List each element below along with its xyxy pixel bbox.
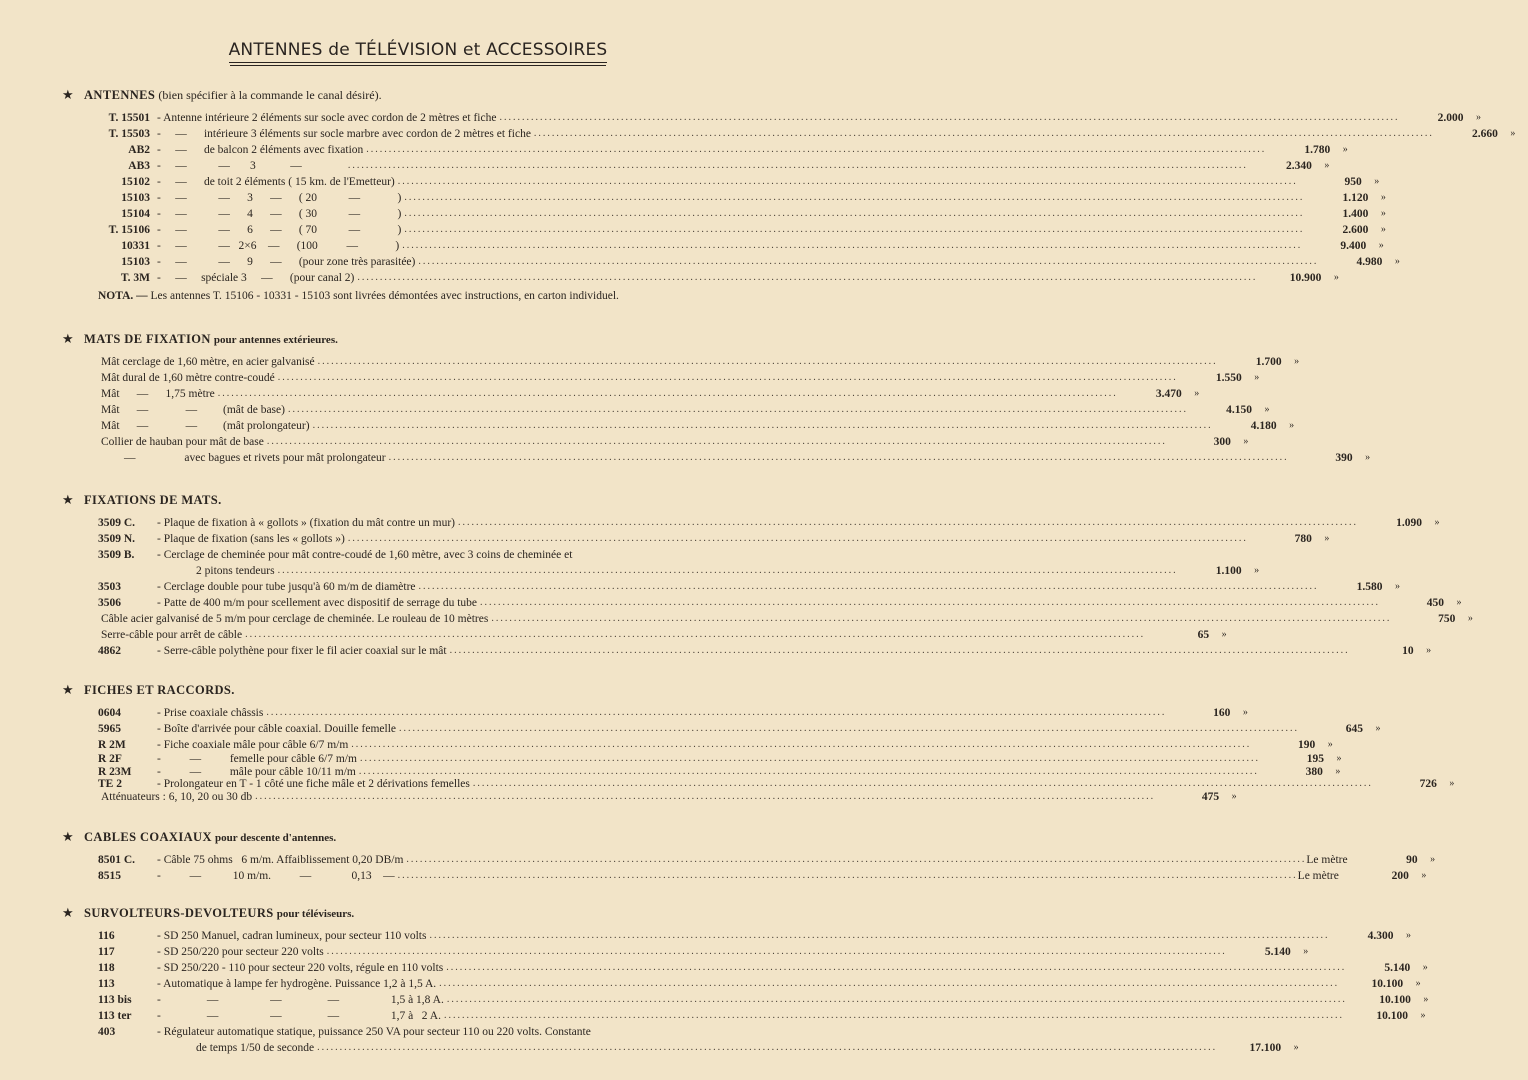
section-heading [62, 681, 802, 699]
item-description: - Serre-câble polythène pour fixer le fil acier coaxial sur le mât [157, 645, 447, 657]
price-suffix: » [1303, 946, 1309, 957]
item-price: 2.600 [1342, 224, 1369, 236]
price-suffix: » [1327, 739, 1333, 750]
item-description: - — — — 1,5 à 1,8 A. [157, 994, 444, 1006]
price-suffix: » [1380, 192, 1386, 203]
item-code: R 23M [98, 765, 132, 778]
table-row [62, 563, 1260, 579]
item-description: - — de balcon 2 éléments avec fixation [157, 144, 364, 156]
item-price: 1.580 [1356, 581, 1383, 593]
item-list [62, 928, 1429, 1056]
table-row [62, 852, 1436, 868]
item-price: 10.100 [1379, 994, 1411, 1006]
nota-text: Les antennes T. 15106 - 10331 - 15103 sont livrées démontées avec instructions, en carton individuel. [150, 290, 619, 302]
item-price: 190 [1298, 739, 1316, 751]
item-price: 5.140 [1384, 962, 1411, 974]
item-description: de temps 1/50 de seconde [196, 1042, 315, 1054]
section-heading [62, 828, 802, 846]
item-price: 5.140 [1264, 946, 1291, 958]
item-price: 1.700 [1255, 356, 1282, 368]
item-price: 2.340 [1285, 160, 1312, 172]
item-description: Collier de hauban pour mât de base [101, 436, 264, 448]
item-price: 950 [1344, 176, 1362, 188]
item-code: T. 15503 [108, 128, 150, 140]
item-description: — avec bagues et rivets pour mât prolongateur [101, 452, 386, 464]
dot-leader: ........................................................................................................................................................................................................ [217, 388, 1118, 399]
item-description: - Câble 75 ohms 6 m/m. Affaiblissement 0,20 DB/m [157, 854, 404, 866]
item-code: 15103 [121, 192, 150, 204]
item-price: 160 [1213, 707, 1231, 719]
item-code: 118 [98, 962, 115, 974]
dot-leader: ........................................................................................................................................................................................................ [397, 870, 1298, 881]
item-code: 403 [98, 1026, 116, 1038]
table-row [62, 370, 1260, 386]
item-code: T. 15106 [108, 224, 150, 236]
item-price: 4.980 [1356, 256, 1383, 268]
section-title: SURVOLTEURS-DEVOLTEURS [84, 906, 274, 920]
item-code: 15103 [121, 256, 150, 268]
dot-leader: ........................................................................................................................................................................................................ [499, 112, 1400, 123]
item-price: 726 [1419, 778, 1437, 790]
item-list [62, 110, 1516, 286]
section-survolteurs-devolteurs [62, 904, 1429, 1056]
item-code: R 2M [98, 739, 126, 751]
table-row [62, 450, 1371, 466]
item-description: - Régulateur automatique statique, puissance 250 VA pour secteur 110 ou 220 volts. Constante [157, 1026, 591, 1038]
item-price: 1.120 [1342, 192, 1369, 204]
table-row [62, 1008, 1426, 1024]
dot-leader: ........................................................................................................................................................................................................ [480, 597, 1380, 608]
table-row [62, 386, 1200, 402]
table-row [62, 190, 1386, 206]
dot-leader: ........................................................................................................................................................................................................ [429, 930, 1330, 941]
item-code: 113 bis [98, 994, 132, 1006]
item-code: T. 3M [120, 272, 150, 284]
price-suffix: » [1294, 356, 1300, 367]
item-price: 1.550 [1215, 372, 1242, 384]
price-suffix: » [1365, 452, 1371, 463]
price-suffix: » [1378, 240, 1384, 251]
dot-leader: ........................................................................................................................................................................................................ [266, 436, 1167, 447]
item-price: 2.000 [1437, 112, 1464, 124]
table-row [62, 238, 1384, 254]
dot-leader: ........................................................................................................................................................................................................ [406, 854, 1307, 865]
dot-leader: ........................................................................................................................................................................................................ [491, 613, 1392, 624]
table-row [62, 595, 1462, 611]
item-price: 9.400 [1340, 240, 1367, 252]
table-row [62, 753, 1342, 766]
table-row [62, 765, 1341, 779]
item-description: - SD 250 Manuel, cadran lumineux, pour secteur 110 volts [157, 930, 427, 942]
item-price: 4.180 [1250, 420, 1277, 432]
price-suffix: » [1456, 597, 1462, 608]
item-price: 300 [1213, 436, 1231, 448]
star-icon: ★ [62, 331, 74, 346]
item-description: Serre-câble pour arrêt de câble [101, 629, 243, 641]
item-code: 8501 C. [98, 854, 136, 866]
table-row [62, 434, 1249, 450]
table-row [62, 270, 1339, 286]
item-price: 475 [1201, 790, 1220, 803]
table-row [62, 142, 1348, 158]
dot-leader: ........................................................................................................................................................................................................ [287, 404, 1188, 415]
section-subtitle: pour descente d'antennes. [215, 832, 337, 844]
item-code: 5965 [98, 723, 121, 735]
item-list [62, 705, 1455, 803]
section-title: MATS DE FIXATION [84, 332, 211, 346]
dot-leader: ........................................................................................................................................................................................................ [418, 256, 1319, 267]
section-heading [62, 904, 802, 922]
dot-leader: ........................................................................................................................................................................................................ [418, 581, 1319, 592]
section-heading [62, 330, 802, 348]
section-subtitle: pour antennes extérieures. [213, 334, 338, 346]
table-row [62, 222, 1386, 238]
item-description: - Plaque de fixation à « gollots » (fixation du mât contre un mur) [157, 517, 455, 529]
dot-leader: ........................................................................................................................................................................................................ [358, 765, 1259, 777]
table-row [62, 531, 1330, 547]
section-fixations-de-mats [62, 491, 1473, 659]
section-fiches-et-raccords [62, 681, 1455, 803]
item-description: Mât — — (mât de base) [101, 404, 285, 416]
price-suffix: » [1375, 723, 1381, 734]
item-code: 3503 [98, 581, 121, 593]
price-suffix: » [1264, 404, 1270, 415]
item-description: - — 10 m/m. — 0,13 — [157, 870, 395, 882]
item-code: AB3 [128, 160, 150, 172]
page-title [0, 40, 836, 63]
item-unit: Le mètre [1297, 870, 1339, 882]
dot-leader: ........................................................................................................................................................................................................ [317, 1042, 1218, 1053]
item-description: - — — 3 — ( 20 — ) [157, 192, 402, 204]
dot-leader: ........................................................................................................................................................................................................ [472, 778, 1373, 789]
item-description: Mât — — (mât prolongateur) [101, 420, 310, 432]
item-price: 2.660 [1472, 128, 1498, 140]
table-row [62, 721, 1381, 737]
price-suffix: » [1475, 112, 1481, 123]
item-price: 1.100 [1215, 565, 1242, 577]
item-price: 17.100 [1249, 1042, 1282, 1054]
dot-leader: ........................................................................................................................................................................................................ [443, 1010, 1344, 1021]
item-description: - — de toit 2 éléments ( 15 km. de l'Emetteur) [157, 176, 395, 188]
dot-leader: ........................................................................................................................................................................................................ [359, 753, 1260, 764]
dot-leader: ........................................................................................................................................................................................................ [255, 790, 1156, 802]
price-suffix: » [1415, 978, 1421, 989]
price-suffix: » [1467, 613, 1473, 624]
item-price: 3.470 [1155, 388, 1182, 400]
price-suffix: » [1395, 581, 1401, 592]
row-indent [98, 563, 154, 579]
price-suffix: » [1324, 160, 1330, 171]
item-description: - Patte de 400 m/m pour scellement avec dispositif de serrage du tube [157, 597, 477, 609]
dot-leader: ........................................................................................................................................................................................................ [351, 739, 1252, 750]
item-code: 3506 [98, 597, 121, 609]
dot-leader: ........................................................................................................................................................................................................ [277, 565, 1178, 576]
item-price: 10.900 [1289, 272, 1322, 284]
item-description: - SD 250/220 - 110 pour secteur 220 volts, régule en 110 volts [157, 962, 444, 974]
item-description: Atténuateurs : 6, 10, 20 ou 30 db [101, 790, 253, 803]
price-suffix: » [1420, 1010, 1426, 1021]
price-suffix: » [1289, 420, 1295, 431]
item-price: 195 [1306, 753, 1324, 765]
item-price: 1.400 [1342, 208, 1369, 220]
table-row [62, 928, 1411, 944]
section-title: CABLES COAXIAUX [84, 830, 212, 844]
section-mats-de-fixation [62, 330, 1371, 466]
table-row [62, 174, 1380, 190]
table-row [62, 643, 1432, 659]
star-icon: ★ [62, 905, 74, 920]
item-description: Mât dural de 1,60 mètre contre-coudé [101, 372, 275, 384]
table-row [62, 158, 1330, 174]
item-price: 1.090 [1396, 517, 1422, 529]
table-row [62, 737, 1333, 753]
item-description: - — — 4 — ( 30 — ) [157, 208, 402, 220]
dot-leader: ........................................................................................................................................................................................................ [404, 208, 1305, 219]
item-description: Mât — 1,75 mètre [101, 388, 215, 400]
item-price: 645 [1345, 723, 1363, 735]
item-price: 65 [1197, 629, 1210, 641]
table-row [62, 126, 1516, 142]
item-code: 113 ter [98, 1010, 132, 1022]
price-suffix: » [1434, 517, 1440, 528]
dot-leader: ........................................................................................................................................................................................................ [449, 645, 1350, 656]
dot-leader: ........................................................................................................................................................................................................ [277, 372, 1178, 383]
item-description: - Cerclage de cheminée pour mât contre-coudé de 1,60 mètre, avec 3 coins de cheminée et [157, 549, 573, 561]
table-row [62, 790, 1237, 804]
table-row [62, 354, 1300, 370]
item-description: - — — — 1,7 à 2 A. [157, 1010, 441, 1022]
table-row [62, 254, 1400, 270]
item-price: 1.780 [1304, 144, 1331, 156]
item-list [62, 354, 1371, 466]
item-description: Mât cerclage de 1,60 mètre, en acier galvanisé [101, 356, 315, 368]
table-row [62, 515, 1440, 531]
price-suffix: » [1423, 994, 1429, 1005]
star-icon: ★ [62, 829, 74, 844]
dot-leader: ........................................................................................................................................................................................................ [402, 240, 1303, 251]
dot-leader: ........................................................................................................................................................................................................ [326, 946, 1227, 957]
table-row [62, 868, 1427, 884]
dot-leader: ........................................................................................................................................................................................................ [388, 452, 1289, 463]
price-suffix: » [1374, 176, 1380, 187]
item-code: AB2 [128, 144, 150, 156]
item-code: R 2F [98, 753, 122, 765]
dot-leader: ........................................................................................................................................................................................................ [245, 629, 1146, 640]
item-price: 4.300 [1367, 930, 1394, 942]
item-price: 10 [1402, 645, 1414, 657]
table-row [62, 944, 1309, 960]
price-suffix: » [1194, 388, 1200, 399]
dot-leader: ........................................................................................................................................................................................................ [439, 978, 1340, 989]
dot-leader: ........................................................................................................................................................................................................ [404, 192, 1305, 203]
item-price: 10.100 [1371, 978, 1404, 990]
item-code: 3509 N. [98, 533, 136, 545]
table-row [62, 418, 1295, 434]
price-suffix: » [1333, 272, 1339, 283]
table-row [62, 1024, 802, 1040]
item-price: 200 [1391, 870, 1409, 882]
item-price: 380 [1305, 765, 1323, 778]
section-cables-coaxiaux [62, 828, 1436, 884]
item-description: - Boîte d'arrivée pour câble coaxial. Douille femelle [157, 723, 396, 735]
section-subtitle: (bien spécifier à la commande le canal désiré). [158, 88, 382, 102]
item-description: 2 pitons tendeurs [196, 565, 275, 577]
item-code: 8515 [98, 870, 121, 882]
nota-note [62, 288, 802, 304]
price-suffix: » [1335, 765, 1341, 777]
item-description: - — spéciale 3 — (pour canal 2) [157, 272, 355, 284]
item-code: 0604 [98, 707, 121, 719]
dot-leader: ........................................................................................................................................................................................................ [397, 176, 1298, 187]
item-code: 3509 B. [98, 549, 135, 561]
dot-leader: ........................................................................................................................................................................................................ [533, 128, 1434, 139]
table-row [62, 402, 1270, 418]
item-description: - — — 9 — (pour zone très parasitée) [157, 256, 416, 268]
price-suffix: » [1293, 1042, 1299, 1053]
star-icon: ★ [62, 492, 74, 507]
section-heading [62, 491, 802, 509]
dot-leader: ........................................................................................................................................................................................................ [347, 533, 1248, 544]
price-suffix: » [1380, 208, 1386, 219]
price-suffix: » [1421, 870, 1427, 881]
price-suffix: » [1405, 930, 1411, 941]
dot-leader: ........................................................................................................................................................................................................ [357, 272, 1258, 283]
price-suffix: » [1242, 707, 1248, 718]
price-suffix: » [1254, 565, 1260, 576]
table-row [62, 976, 1421, 992]
section-subtitle: pour téléviseurs. [276, 908, 355, 920]
price-suffix: » [1510, 128, 1516, 139]
item-description: - Fiche coaxiale mâle pour câble 6/7 m/m [157, 739, 349, 751]
item-code: TE 2 [98, 778, 122, 790]
price-suffix: » [1324, 533, 1330, 544]
dot-leader: ........................................................................................................................................................................................................ [266, 707, 1167, 718]
item-code: 116 [98, 930, 115, 942]
nota-label: NOTA. — [98, 290, 148, 302]
dot-leader: ........................................................................................................................................................................................................ [347, 160, 1248, 171]
item-list [62, 852, 1436, 884]
item-description: - Antenne intérieure 2 éléments sur socle avec cordon de 2 mètres et fiche [157, 112, 497, 124]
item-code: 15102 [121, 176, 150, 188]
item-price: 10.100 [1376, 1010, 1408, 1022]
section-antennes [62, 86, 1516, 304]
dot-leader: ........................................................................................................................................................................................................ [446, 994, 1347, 1005]
row-indent [98, 1040, 154, 1056]
item-price: 390 [1335, 452, 1353, 464]
table-row [62, 579, 1401, 595]
dot-leader: ........................................................................................................................................................................................................ [366, 144, 1267, 155]
price-suffix: » [1254, 372, 1260, 383]
item-code: 113 [98, 978, 115, 990]
dot-leader: ........................................................................................................................................................................................................ [404, 224, 1305, 235]
item-list [62, 515, 1473, 659]
table-row [62, 778, 1455, 791]
item-description: - Prise coaxiale châssis [157, 707, 264, 719]
price-suffix: » [1426, 645, 1432, 656]
item-price: 90 [1406, 854, 1418, 866]
item-code: T. 15501 [108, 112, 150, 124]
price-suffix: » [1231, 790, 1237, 802]
item-description: - — — 2×6 — (100 — ) [157, 240, 400, 252]
price-suffix: » [1430, 854, 1436, 865]
price-suffix: » [1336, 753, 1342, 764]
section-title: ANTENNES [84, 88, 156, 102]
price-suffix: » [1422, 962, 1428, 973]
price-suffix: » [1394, 256, 1400, 267]
item-price: 450 [1426, 597, 1444, 609]
item-unit: Le mètre [1306, 854, 1348, 866]
item-code: 117 [98, 946, 115, 958]
table-row [62, 960, 1428, 976]
item-description: - — intérieure 3 éléments sur socle marbre avec cordon de 2 mètres et fiche [157, 128, 531, 140]
item-code: 10331 [121, 240, 150, 252]
item-description: - — — 3 — [157, 160, 345, 172]
star-icon: ★ [62, 682, 74, 697]
table-row [62, 1040, 1299, 1056]
item-code: 15104 [121, 208, 150, 220]
item-price: 750 [1438, 613, 1456, 625]
dot-leader: ........................................................................................................................................................................................................ [446, 962, 1347, 973]
table-row [62, 992, 1429, 1008]
item-description: - Cerclage double pour tube jusqu'à 60 m/m de diamètre [157, 581, 416, 593]
table-row [62, 547, 802, 563]
item-description: - SD 250/220 pour secteur 220 volts [157, 946, 324, 958]
table-row [62, 206, 1386, 222]
item-price: 780 [1294, 533, 1312, 545]
star-icon: ★ [62, 87, 74, 102]
table-row [62, 705, 1248, 721]
section-heading [62, 86, 802, 104]
price-suffix: » [1380, 224, 1386, 235]
price-suffix: » [1342, 144, 1348, 155]
item-description: - Automatique à lampe fer hydrogène. Puissance 1,2 à 1,5 A. [157, 978, 437, 990]
price-suffix: » [1449, 778, 1455, 789]
table-row [62, 110, 1481, 126]
price-suffix: » [1221, 629, 1227, 640]
dot-leader: ........................................................................................................................................................................................................ [312, 420, 1213, 431]
item-description: - — mâle pour câble 10/11 m/m [157, 765, 356, 778]
table-row [62, 611, 1473, 627]
item-description: - — — 6 — ( 70 — ) [157, 224, 402, 236]
item-code: 3509 C. [98, 517, 136, 529]
table-row [62, 627, 1227, 643]
item-description: - — femelle pour câble 6/7 m/m [157, 753, 357, 765]
item-price: 4.150 [1226, 404, 1252, 416]
item-description: Câble acier galvanisé de 5 m/m pour cerclage de cheminée. Le rouleau de 10 mètres [101, 613, 489, 625]
dot-leader: ........................................................................................................................................................................................................ [399, 723, 1299, 734]
dot-leader: ........................................................................................................................................................................................................ [457, 517, 1358, 528]
dot-leader: ........................................................................................................................................................................................................ [317, 356, 1218, 367]
page-title-text: ANTENNES de TÉLÉVISION et ACCESSOIRES [229, 40, 608, 63]
item-code: 4862 [98, 645, 121, 657]
section-title: FICHES ET RACCORDS. [84, 683, 235, 697]
item-description: - Prolongateur en T - 1 côté une fiche mâle et 2 dérivations femelles [157, 778, 470, 790]
item-description: - Plaque de fixation (sans les « gollots ») [157, 533, 345, 545]
section-title: FIXATIONS DE MATS. [84, 493, 222, 507]
price-suffix: » [1243, 436, 1249, 447]
